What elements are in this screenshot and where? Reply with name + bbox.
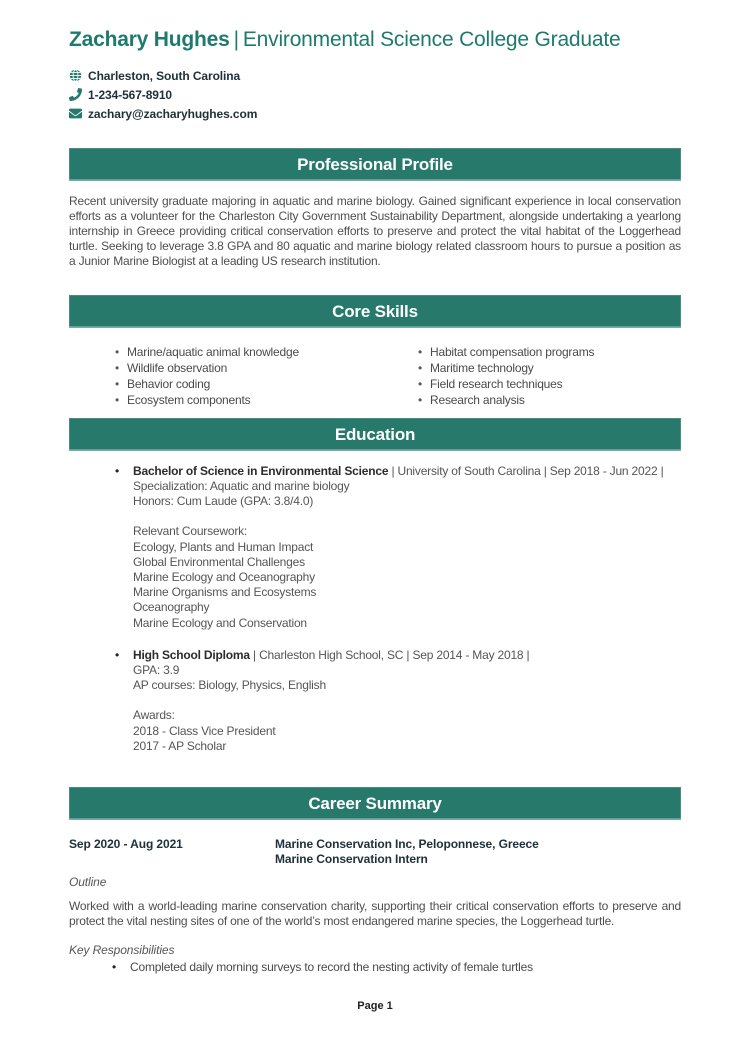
candidate-headline: Environmental Science College Graduate [242, 28, 621, 51]
coursework-item: Marine Ecology and Oceanography [133, 569, 315, 584]
title-separator: | [233, 28, 239, 51]
skill-item: • Habitat compensation programs [418, 344, 681, 360]
contact-location-text: Charleston, South Carolina [88, 68, 241, 83]
coursework-item: Oceanography [133, 600, 210, 615]
skills-column-left [69, 344, 372, 409]
degree-name: Bachelor of Science in Environmental Science [133, 463, 389, 478]
profile-summary-text: Recent university graduate majoring in aquatic and marine biology. Gained significant experience in local conservation efforts as a volunteer for the Charleston City Government Sustainability Department, alongside undertaking a yearlong internship in Greece providing critical conservation efforts to preserve and protect the vital habitat of the Loggerhead turtle. Seeking to leverage 3.8 GPA and 80 aquatic and marine biology related classroom hours to pursue a position as a Junior Marine Biologist at a leading US research institution. [69, 194, 681, 268]
contact-phone [69, 85, 681, 104]
candidate-name: Zachary Hughes [69, 28, 230, 51]
section-heading-education: Education [69, 418, 681, 451]
contact-email-text: zachary@zacharyhughes.com [88, 106, 258, 121]
section-heading-career-summary: Career Summary [69, 787, 681, 820]
education-degree-line [133, 464, 681, 479]
skill-item: • Ecosystem components [115, 392, 372, 408]
skill-item: • Maritime technology [418, 360, 681, 376]
coursework-item: Marine Organisms and Ecosystems [133, 585, 317, 600]
bullet-icon: • [115, 463, 120, 478]
education-detail-line: Honors: Cum Laude (GPA: 3.8/4.0) [133, 494, 314, 509]
section-heading-core-skills: Core Skills [69, 295, 681, 328]
page-number: Page 1 [357, 1000, 393, 1012]
contact-email [69, 104, 681, 123]
education-entry-bachelor [69, 464, 681, 631]
skill-item: • Wildlife observation [115, 360, 372, 376]
resume-header [69, 27, 681, 123]
career-dates: Sep 2020 - Aug 2021 [69, 836, 183, 851]
section-core-skills [69, 295, 681, 409]
education-detail-line: AP courses: Biology, Physics, English [133, 678, 326, 693]
coursework-label: Relevant Coursework: [133, 524, 248, 539]
coursework-item: Marine Ecology and Conservation [133, 615, 307, 630]
degree-meta: | University of South Carolina | Sep 2018 - Jun 2022 | [391, 463, 664, 478]
contact-phone-text: 1-234-567-8910 [88, 87, 173, 102]
education-detail-line: GPA: 3.9 [133, 662, 180, 677]
education-entry-highschool [69, 648, 681, 754]
degree-meta: | Charleston High School, SC | Sep 2014 - May 2018 | [253, 647, 530, 662]
career-org-block [275, 837, 539, 867]
skills-columns [69, 344, 681, 409]
education-detail-line: Specialization: Aquatic and marine biology [133, 478, 350, 493]
education-degree-line [133, 648, 681, 663]
award-item: 2017 - AP Scholar [133, 738, 227, 753]
outline-label: Outline [69, 874, 107, 889]
degree-name: High School Diploma [133, 647, 250, 662]
key-responsibilities-label: Key Responsibilities [69, 942, 175, 957]
section-heading-professional-profile: Professional Profile [69, 148, 681, 181]
globe-icon [69, 69, 82, 82]
career-role: Marine Conservation Intern [275, 851, 428, 866]
contact-list [69, 66, 681, 123]
section-education [69, 418, 681, 754]
education-body [69, 464, 681, 754]
award-item: 2018 - Class Vice President [133, 723, 276, 738]
skill-item: • Research analysis [418, 392, 681, 408]
skills-column-right [372, 344, 681, 409]
skill-item: • Behavior coding [115, 376, 372, 392]
skill-item: • Marine/aquatic animal knowledge [115, 344, 372, 360]
responsibilities-list [69, 960, 681, 975]
page-title [69, 27, 681, 53]
coursework-item: Global Environmental Challenges [133, 554, 305, 569]
email-icon [69, 107, 82, 120]
phone-icon [69, 88, 82, 101]
awards-label: Awards: [133, 708, 175, 723]
section-career-summary [69, 787, 681, 975]
coursework-item: Ecology, Plants and Human Impact [133, 539, 314, 554]
section-professional-profile [69, 148, 681, 269]
responsibility-item: • Completed daily morning surveys to record the nesting activity of female turtles [69, 960, 681, 975]
skill-item: • Field research techniques [418, 376, 681, 392]
career-company: Marine Conservation Inc, Peloponnese, Greece [275, 836, 539, 851]
career-entry-header [69, 837, 681, 867]
bullet-icon: • [115, 647, 120, 662]
career-outline-text: Worked with a world-leading marine conservation charity, supporting their critical conservation efforts to preserve and protect the vital nesting sites of one of the world’s most endangered marine species, the Loggerhead turtle. [69, 898, 681, 928]
contact-location [69, 66, 681, 85]
